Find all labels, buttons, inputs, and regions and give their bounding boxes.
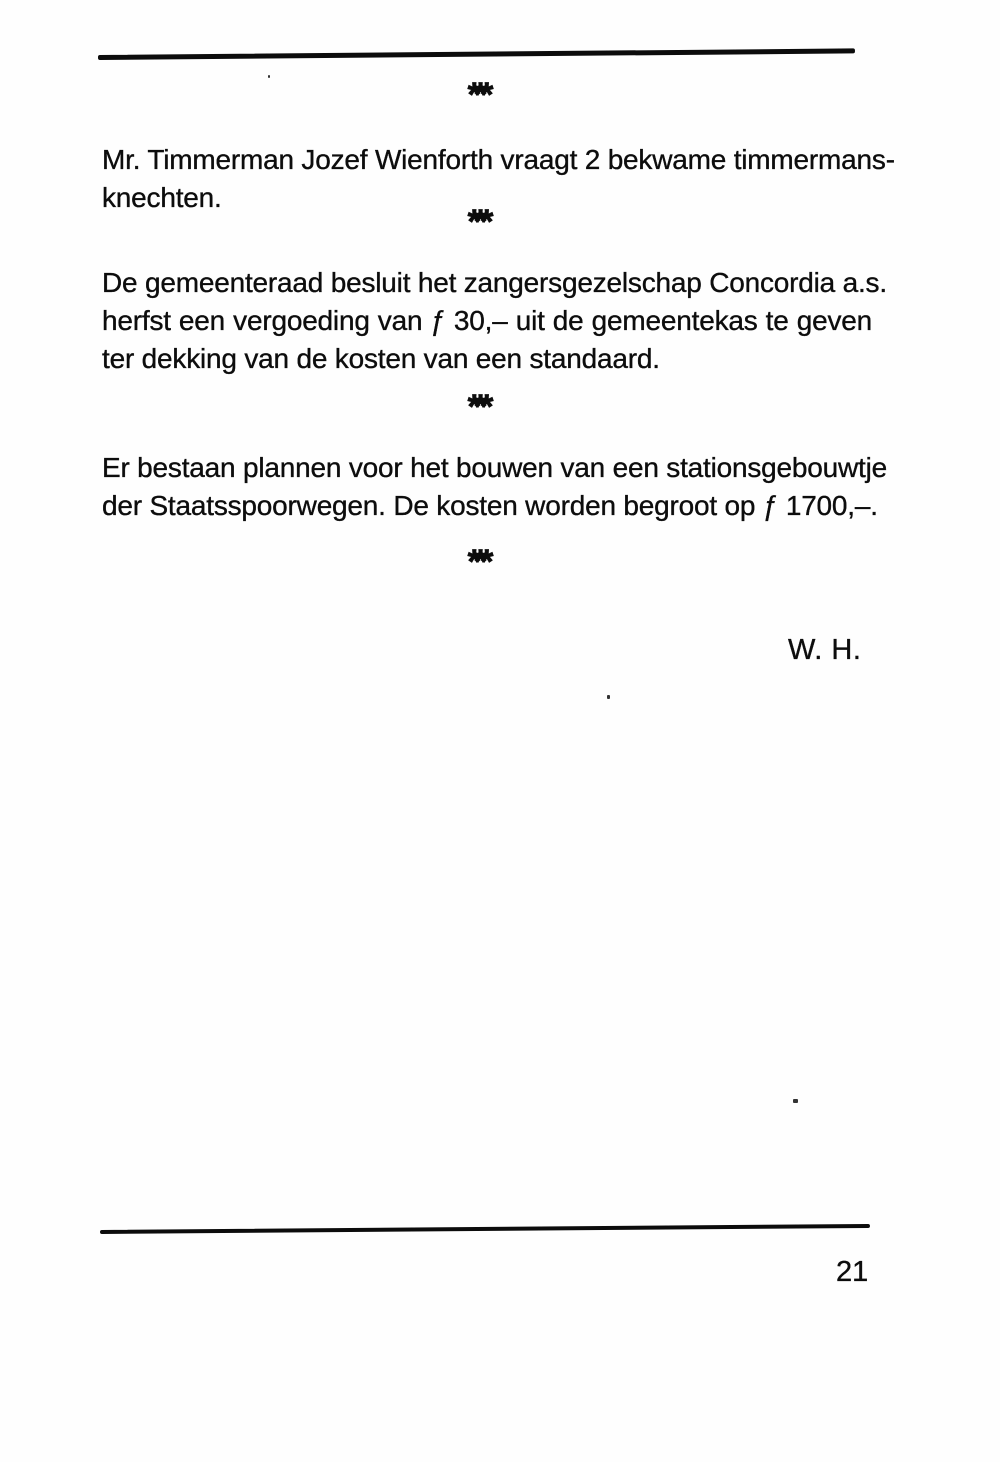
- section-separator: ***: [467, 543, 487, 581]
- section-separator: ***: [467, 388, 487, 426]
- text-line: Er bestaan plannen voor het bouwen van een stationsgebouwtje: [102, 452, 888, 483]
- section-separator: ***: [467, 203, 487, 241]
- scan-speck: [607, 695, 610, 699]
- text-line: der Staatsspoorwegen. De kosten worden begroot op ƒ 1700,–.: [102, 490, 878, 521]
- scan-speck: [268, 75, 270, 78]
- page-number: 21: [836, 1256, 869, 1288]
- text-line: ter dekking van de kosten van een standaard.: [102, 343, 660, 374]
- section-separator: ***: [467, 76, 487, 114]
- paragraph-timmerman-notice: [102, 141, 895, 217]
- scan-speck: [793, 1099, 798, 1103]
- text-line: Mr. Timmerman Jozef Wienforth vraagt 2 bekwame timmermans-: [102, 144, 895, 175]
- top-horizontal-rule: [98, 48, 855, 60]
- bottom-horizontal-rule: [100, 1224, 870, 1234]
- paragraph-station-notice: [102, 449, 888, 525]
- author-initials: W. H.: [788, 634, 862, 666]
- paragraph-gemeenteraad-notice: [102, 264, 887, 378]
- text-line: herfst een vergoeding van ƒ 30,– uit de gemeentekas te geven: [102, 305, 872, 336]
- text-line: De gemeenteraad besluit het zangersgezelschap Concordia a.s.: [102, 267, 887, 298]
- text-line: knechten.: [102, 182, 222, 213]
